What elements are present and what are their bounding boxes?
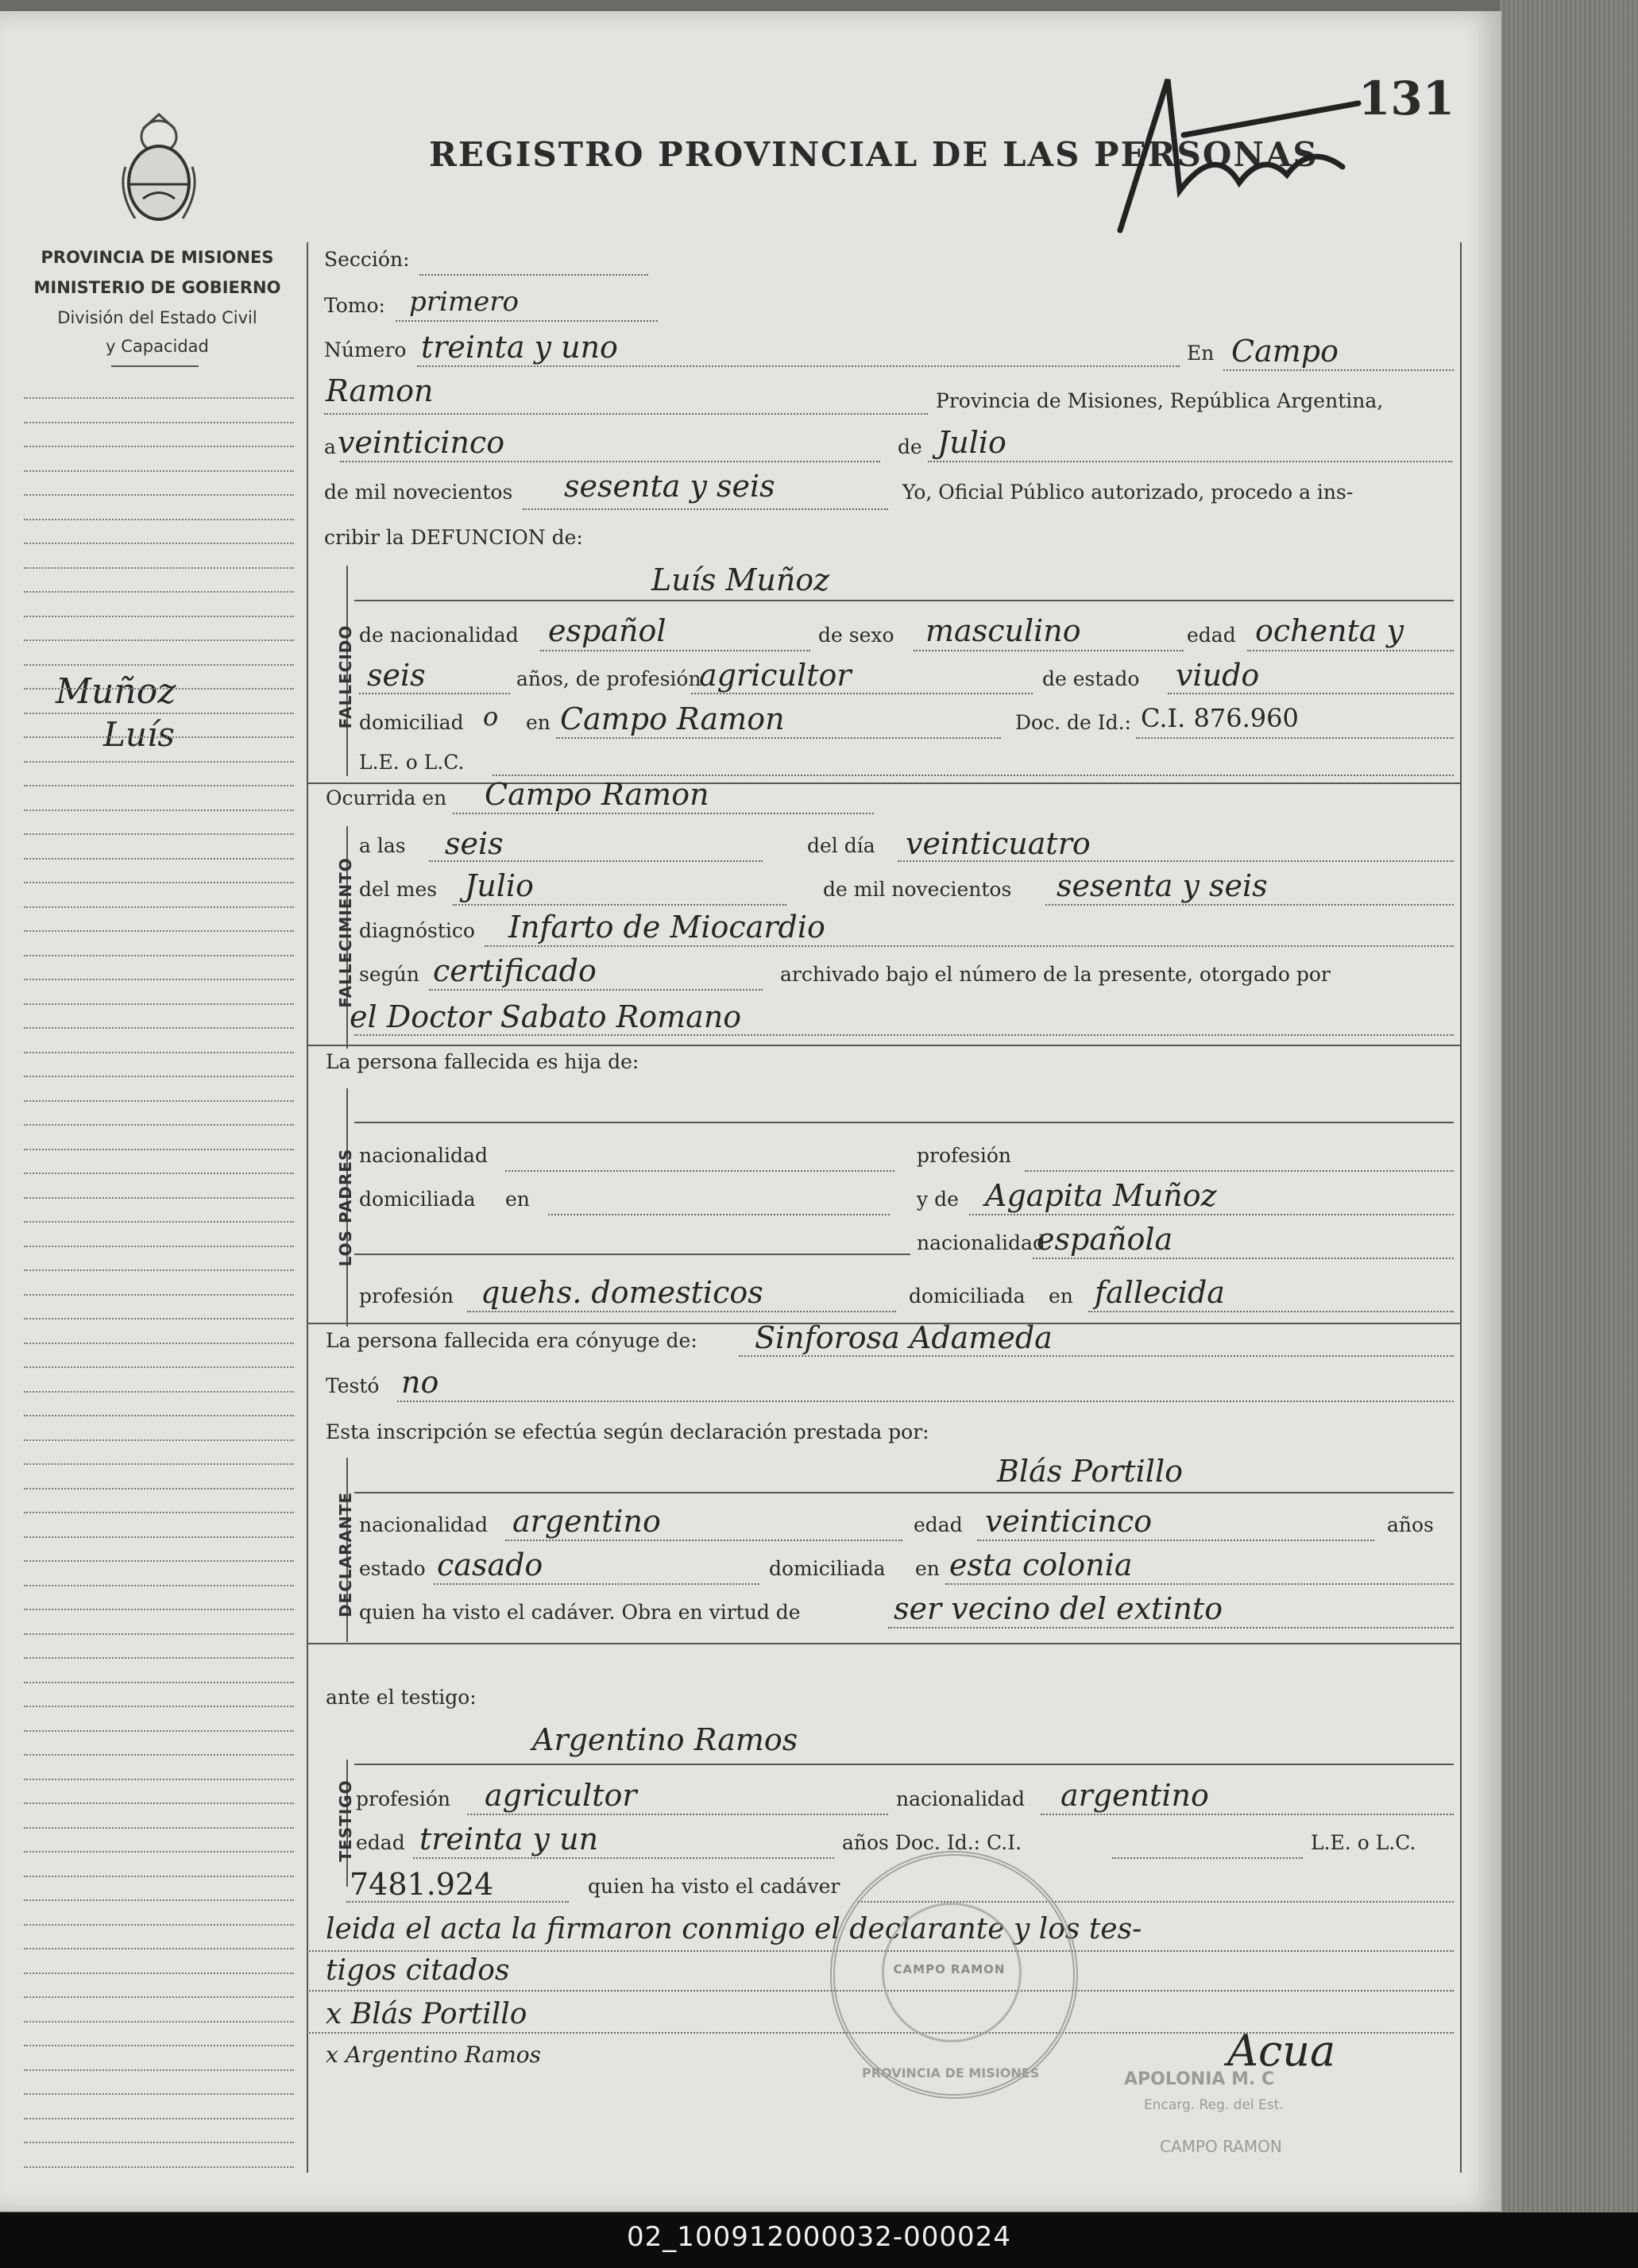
line-en [1223, 369, 1454, 371]
label-t-anios: años Doc. Id.: C.I. [842, 1831, 1022, 1854]
margin-ruling-line [24, 1512, 294, 1513]
section-testigo: TESTIGO [336, 1779, 355, 1862]
label-p-en: en [505, 1188, 530, 1211]
margin-ruling-line [24, 1318, 294, 1319]
label-d-anios: años [1387, 1513, 1434, 1536]
stamp-text: CAMPO RAMON [893, 1962, 1006, 1976]
margin-ruling-line [24, 2118, 294, 2119]
label-t-le: L.E. o L.C. [1311, 1831, 1416, 1854]
line-nombre [354, 600, 1454, 601]
label-inscripcion: Esta inscripción se efectúa según declaración prestada por: [326, 1420, 929, 1443]
margin-ruling-line [24, 567, 294, 569]
line-tomo [396, 320, 658, 322]
margin-ruling-line [24, 616, 294, 617]
margin-ruling-line [24, 446, 294, 447]
value-d-dom: esta colonia [949, 1547, 1133, 1582]
margin-ruling-line [24, 1802, 294, 1804]
line-madre-dom [1088, 1311, 1454, 1312]
margin-ruling-line [24, 1536, 294, 1538]
line-seccion [419, 274, 648, 276]
line-mes-fall [453, 904, 786, 906]
value-t-prof: agricultor [485, 1778, 637, 1813]
label-del-mes: del mes [359, 878, 438, 901]
label-en2: en [526, 711, 551, 734]
margin-ruling-line [24, 1100, 294, 1102]
label-seccion: Sección: [324, 248, 410, 271]
label-t-cadaver: quien ha visto el cadáver [588, 1875, 840, 1898]
margin-ruling-line [24, 955, 294, 956]
line-anio [523, 508, 888, 510]
line-ocurrida [453, 813, 874, 814]
line-d-edad [977, 1540, 1374, 1541]
line-madre-2 [354, 1254, 910, 1255]
book-spine [1500, 0, 1638, 2224]
label-y-de: y de [917, 1188, 959, 1211]
frame-right-border [1460, 242, 1462, 2173]
value-numero: treinta y uno [421, 330, 618, 365]
margin-ruling-line [24, 1730, 294, 1732]
value-t-doc: 7481.924 [350, 1867, 494, 1902]
margin-ruling-line [24, 1366, 294, 1368]
value-declarante: Blás Portillo [997, 1454, 1183, 1489]
value-testigo: Argentino Ramos [532, 1722, 798, 1757]
line-t-doc [346, 1901, 569, 1903]
margin-ruling-line [24, 2069, 294, 2071]
line-dia [340, 461, 880, 462]
label-numero: Número [324, 338, 407, 361]
line-declarante [354, 1492, 1454, 1493]
margin-ruling-line [24, 1876, 294, 1877]
line-t-nac [1041, 1814, 1454, 1815]
line-segun [429, 989, 763, 991]
label-nacionalidad: de nacionalidad [359, 624, 519, 647]
officer-title: Encarg. Reg. del Est. [1144, 2097, 1284, 2113]
label-conyuge: La persona fallecida era cónyuge de: [326, 1329, 697, 1352]
line-le-lc [493, 775, 1454, 776]
label-provincia: Provincia de Misiones, República Argentina, [936, 389, 1384, 412]
label-de: de [898, 435, 922, 458]
value-d-edad: veinticinco [985, 1504, 1153, 1539]
line-anio-fall [1045, 904, 1454, 906]
margin-ruling-line [24, 543, 294, 544]
value-en-continued: Ramon [326, 373, 434, 408]
line-edad-cont [359, 693, 510, 694]
margin-ruling-line [24, 2021, 294, 2023]
line-t-ci [1112, 1857, 1303, 1859]
margin-ruling-line [24, 1463, 294, 1465]
margin-ruling-line [24, 1124, 294, 1126]
value-sexo: masculino [925, 613, 1081, 648]
margin-ruling-line [24, 1706, 294, 1707]
value-domicilio: Campo Ramon [560, 701, 785, 736]
label-anios-prof: años, de profesión [516, 667, 701, 690]
value-doctor: el Doctor Sabato Romano [350, 999, 742, 1034]
value-nacionalidad: español [548, 613, 666, 648]
label-p-en2: en [1049, 1285, 1073, 1308]
margin-ruling-line [24, 1657, 294, 1659]
signature-testigo: x Argentino Ramos [326, 2042, 542, 2068]
margin-ruling-line [24, 1633, 294, 1635]
value-d-estado: casado [437, 1547, 543, 1582]
label-t-prof: profesión [356, 1787, 451, 1810]
label-del-dia: del día [807, 834, 875, 857]
declarante-bottom [307, 1643, 1460, 1644]
label-p-nac: nacionalidad [359, 1144, 488, 1167]
label-doc-id: Doc. de Id.: [1015, 711, 1131, 734]
margin-ruling-line [24, 1415, 294, 1416]
line-domicilio [556, 737, 1001, 739]
label-le-lc: L.E. o L.C. [359, 751, 465, 774]
line-numero [417, 365, 1180, 367]
margin-ruling-line [24, 833, 294, 835]
margin-ruling-line [24, 1585, 294, 1586]
line-madre-prof [467, 1311, 896, 1312]
page-title: REGISTRO PROVINCIAL DE LAS PERSONAS [429, 135, 1319, 174]
value-anio-fall: sesenta y seis [1057, 868, 1268, 903]
handwritten-annotation-icon [1104, 48, 1366, 254]
margin-ruling-line [24, 858, 294, 860]
margin-ruling-line [24, 761, 294, 763]
line-testo [397, 1401, 1454, 1402]
margin-ruling-line [24, 688, 294, 690]
value-nombre: Luís Muñoz [651, 562, 830, 597]
office-division: División del Estado Civil [57, 308, 257, 327]
value-madre-prof: quehs. domesticos [481, 1275, 763, 1310]
line-diagnostico [485, 945, 1454, 947]
margin-ruling-line [24, 1827, 294, 1829]
line-estado [1168, 693, 1454, 694]
label-ante-testigo: ante el testigo: [326, 1686, 477, 1709]
label-p-nac2: nacionalidad [917, 1231, 1045, 1254]
line-d-estado [434, 1583, 759, 1585]
label-d-dom: domiciliada [769, 1557, 886, 1580]
value-conyuge: Sinforosa Adameda [755, 1320, 1053, 1355]
value-testo: no [401, 1365, 439, 1400]
value-anio: sesenta y seis [564, 469, 775, 504]
margin-ruling-line [24, 1269, 294, 1271]
value-dia-fall: veinticuatro [906, 826, 1091, 861]
margin-ruling-line [24, 1682, 294, 1683]
margin-ruling-line [24, 882, 294, 883]
label-hija-de: La persona fallecida es hija de: [326, 1050, 639, 1073]
margin-ruling-line [24, 736, 294, 738]
margin-ruling-line [24, 2093, 294, 2095]
margin-ruling-line [24, 664, 294, 666]
label-t-edad: edad [356, 1831, 405, 1854]
value-en: Campo [1231, 334, 1339, 369]
line-doctor [354, 1034, 1454, 1036]
filename-text: 02_100912000032-000024 [627, 2221, 1011, 2253]
folio-number: 131 [1358, 71, 1455, 126]
label-t-nac: nacionalidad [896, 1787, 1025, 1810]
value-mes: Julio [937, 425, 1006, 460]
line-mes [928, 461, 1452, 462]
value-madre: Agapita Muñoz [985, 1178, 1217, 1213]
margin-ruling-line [24, 1851, 294, 1853]
margin-ruling-line [24, 713, 294, 714]
label-p-prof2: profesión [359, 1285, 454, 1308]
margin-ruling-line [24, 1294, 294, 1296]
label-yo: Yo, Oficial Público autorizado, procedo a ins- [902, 481, 1354, 504]
line-d-nac [505, 1540, 902, 1541]
value-madre-dom: fallecida [1095, 1275, 1225, 1310]
margin-ruling-line [24, 1173, 294, 1174]
closing-line-1: leida el acta la firmaron conmigo el declarante y los tes- [326, 1913, 1142, 1945]
label-p-dom2: domiciliada [909, 1285, 1026, 1308]
margin-ruling-line [24, 1246, 294, 1247]
value-segun: certificado [433, 953, 597, 988]
margin-ruling-line [24, 2142, 294, 2143]
margin-ruling-line [24, 1391, 294, 1393]
line-sexo [914, 650, 1184, 651]
margin-ruling-line [24, 1027, 294, 1029]
margin-ruling-line [24, 979, 294, 980]
margin-ruling-line [24, 397, 294, 399]
label-estado: de estado [1042, 667, 1140, 690]
value-t-edad: treinta y un [419, 1822, 599, 1857]
value-ocurrida: Campo Ramon [485, 777, 709, 812]
signature-official: Acua [1227, 2026, 1336, 2076]
value-madre-nac: española [1037, 1222, 1173, 1257]
margin-ruling-line [24, 1779, 294, 1780]
line-en-continued [324, 413, 928, 415]
margin-ruling-line [24, 494, 294, 496]
margin-ruling-line [24, 930, 294, 932]
label-d-cadaver: quien ha visto el cadáver. Obra en virtud de [359, 1601, 801, 1624]
margin-ruling-line [24, 1003, 294, 1005]
margin-ruling-line [24, 809, 294, 811]
closing-line-2: tigos citados [326, 1954, 510, 1987]
label-de-mil2: de mil novecientos [823, 878, 1012, 901]
line-p-dom [548, 1214, 890, 1215]
margin-ruling-line [24, 1924, 294, 1926]
label-tomo: Tomo: [324, 294, 385, 317]
value-edad: ochenta y [1255, 613, 1404, 648]
office-underline [111, 365, 199, 367]
label-d-en: en [915, 1557, 940, 1580]
value-dia: veinticinco [338, 425, 505, 460]
office-province: PROVINCIA DE MISIONES [41, 248, 274, 267]
value-t-nac: argentino [1060, 1778, 1209, 1813]
fallecido-bottom [307, 782, 1460, 784]
label-cribir: cribir la DEFUNCION de: [324, 526, 583, 549]
value-d-virtud: ser vecino del extinto [894, 1591, 1223, 1626]
margin-ruling-line [24, 1754, 294, 1756]
section-fallecimiento: FALLECIMIENTO [336, 857, 355, 1008]
margin-ruling-line [24, 2166, 294, 2168]
margin-ruling-line [24, 1149, 294, 1150]
label-ocurrida: Ocurrida en [326, 786, 447, 809]
office-capacity: y Capacidad [106, 337, 209, 356]
value-doc: C.I. 876.960 [1141, 703, 1299, 733]
line-p-nac [505, 1170, 894, 1172]
margin-ruling-line [24, 422, 294, 423]
line-doc [1136, 737, 1454, 739]
label-d-estado: estado [359, 1557, 426, 1580]
margin-ruling-line [24, 1948, 294, 1949]
label-a-las: a las [359, 834, 406, 857]
margin-ruling-line [24, 1972, 294, 1974]
value-domiciliad-suffix: o [483, 701, 499, 732]
value-mes-fall: Julio [465, 868, 534, 903]
line-d-virtud [888, 1627, 1454, 1629]
line-profesion [691, 693, 1033, 694]
line-t-edad [413, 1857, 834, 1859]
label-sexo: de sexo [818, 624, 894, 647]
stamp-ring-text: PROVINCIA DE MISIONES [862, 2065, 1040, 2081]
margin-ruling-line [24, 1439, 294, 1441]
line-p-prof [1025, 1170, 1454, 1172]
margin-ruling-line [24, 519, 294, 520]
value-hora: seis [445, 826, 504, 861]
margin-ruling-line [24, 1221, 294, 1223]
label-domiciliad: domiciliad [359, 711, 464, 734]
label-edad: edad [1187, 624, 1236, 647]
margin-ruling-line [24, 1609, 294, 1610]
margin-ruling-line [24, 1076, 294, 1077]
label-p-dom: domiciliada [359, 1188, 476, 1211]
signature-declarante: x Blás Portillo [326, 1998, 527, 2030]
margin-ruling-line [24, 1343, 294, 1344]
value-edad-cont: seis [367, 658, 426, 693]
label-testo: Testó [326, 1374, 380, 1397]
coat-of-arms-icon [111, 111, 207, 230]
margin-ruling-line [24, 1052, 294, 1053]
fallecimiento-bottom [307, 1045, 1460, 1046]
frame-left-border [307, 242, 308, 2173]
section-padres: LOS PADRES [336, 1148, 355, 1267]
value-estado: viudo [1176, 658, 1260, 693]
label-p-prof: profesión [917, 1144, 1012, 1167]
line-madre [969, 1214, 1454, 1215]
line-nacionalidad [540, 650, 810, 651]
line-edad [1247, 650, 1454, 651]
margin-ruling-line [24, 1996, 294, 1998]
margin-ruling-line [24, 591, 294, 593]
label-segun: según [359, 963, 419, 986]
line-t-prof [467, 1814, 888, 1815]
label-archivado: archivado bajo el número de la presente, otorgado por [780, 963, 1331, 986]
margin-ruling-line [24, 785, 294, 786]
label-d-edad: edad [914, 1513, 963, 1536]
label-diagnostico: diagnóstico [359, 919, 475, 942]
line-d-dom [945, 1583, 1454, 1585]
section-declarante: DECLARANTE [336, 1491, 355, 1618]
margin-ruling-line [24, 639, 294, 641]
section-fallecido: FALLECIDO [336, 624, 355, 729]
officer-name: APOLONIA M. C [1124, 2069, 1275, 2089]
margin-ruling-line [24, 1899, 294, 1901]
value-tomo: primero [409, 286, 519, 318]
margin-ruling-line [24, 906, 294, 908]
value-diagnostico: Infarto de Miocardio [508, 910, 825, 945]
label-de-mil: de mil novecientos [324, 481, 513, 504]
margin-ruling-line [24, 2045, 294, 2046]
officer-place: CAMPO RAMON [1160, 2137, 1282, 2156]
margin-ruling-line [24, 1488, 294, 1489]
line-testigo [354, 1764, 1454, 1765]
line-madre-nac [1033, 1258, 1454, 1259]
margin-ruling-line [24, 1560, 294, 1562]
margin-ruling-line [24, 1197, 294, 1199]
label-en: En [1187, 342, 1215, 365]
line-padre [354, 1122, 1454, 1123]
value-profesion: agricultor [699, 658, 852, 693]
office-ministry: MINISTERIO DE GOBIERNO [33, 278, 281, 297]
line-conyuge [739, 1355, 1454, 1357]
margin-surname: Muñoz [56, 671, 176, 712]
value-d-nac: argentino [512, 1504, 661, 1539]
label-d-nac: nacionalidad [359, 1513, 488, 1536]
margin-given-name: Luís [103, 715, 175, 754]
margin-ruling-line [24, 470, 294, 472]
label-a: a [324, 435, 336, 458]
